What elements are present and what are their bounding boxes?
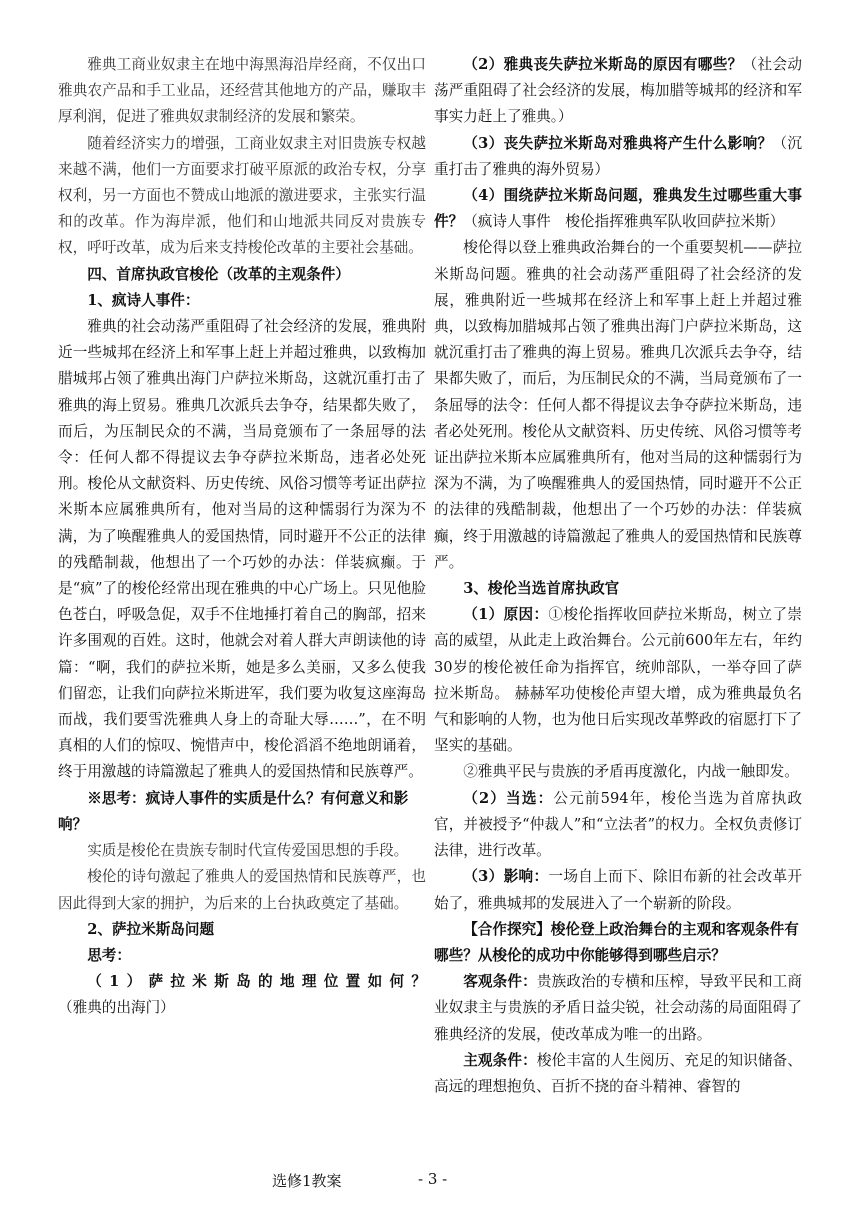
question-item (434, 52, 802, 131)
election-label: （2）当选： (463, 789, 554, 807)
subsection-heading: 3、梭伦当选首席执政官 (463, 580, 620, 598)
reason-label: （1）原因： (463, 606, 549, 624)
subsection-heading: 2、萨拉米斯岛问题 (87, 920, 215, 938)
question-text: （4）围绕萨拉米斯岛问题，雅典发生过哪些重大事件？ (434, 187, 802, 231)
answer-text: （疯诗人事件 梭伦指挥雅典军队收回萨拉米斯） (463, 213, 785, 231)
left-column (58, 52, 426, 1022)
reason-text: ①梭伦指挥收回萨拉米斯岛，树立了崇高的威望，从此走上政治舞台。公元前600年左右，年约30岁的梭伦被任命为指挥官，统帅部队，一举夺回了萨拉米斯岛。 赫赫军功使梭伦声望大增，成为雅典最负名气和影响的人物，也为他日后实现改革弊政的宿愿打下了坚实的基础。 (434, 606, 802, 755)
paragraph: 雅典的社会动荡严重阻碍了社会经济的发展，雅典附近一些城邦在经济上和军事上赶上并超过雅典，以致梅加腊城邦占领了雅典出海门户萨拉米斯岛，这就沉重打击了雅典的海上贸易。雅典几次派兵去争夺，结果都失败了，而后，为压制民众的不满，当局竟颁布了一条屈辱的法令：任何人都不得提议去争夺萨拉米斯岛，违者必处死刑。梭伦从文献资料、历史传统、风俗习惯等考证出萨拉米斯本应属雅典所有，他对当局的这种懦弱行为深为不满，为了唤醒雅典人的爱国热情，同时避开不公正的法律的残酷制裁，他想出了一个巧妙的办法：佯装疯癫。于是“疯”了的梭伦经常出现在雅典的中心广场上。只见他脸色苍白，呼吸急促，双手不住地捶打着自己的胸部，招来许多围观的百姓。这时，他就会对着人群大声朗读他的诗篇：“啊，我们的萨拉米斯，她是多么美丽，又多么使我们留恋，让我们向萨拉米斯进军，我们要为收复这座海岛而战，我们要雪洗雅典人身上的奇耻大辱……”，在不明真相的人们的惊叹、惋惜声中，梭伦滔滔不绝地朗诵着，终于用激越的诗篇激起了雅典人的爱国热情和民族尊严。 (58, 318, 426, 781)
impact-paragraph (434, 864, 802, 916)
think-question: ※思考：疯诗人事件的实质是什么？有何意义和影响？ (58, 789, 409, 833)
impact-label: （3）影响： (463, 868, 549, 886)
answer-text: （沉重打击了雅典的海外贸易） (434, 134, 802, 178)
course-label: 选修1教案 (272, 1172, 342, 1190)
think-label: 思考： (87, 946, 131, 964)
section-heading: 四、首席执政官梭伦（改革的主观条件） (87, 265, 350, 283)
impact-text: 一场自上而下、除旧布新的社会改革开始了，雅典城邦的发展进入了一个崭新的阶段。 (434, 868, 802, 912)
question-text: （3）丧失萨拉米斯岛对雅典将产生什么影响？ (463, 134, 773, 152)
cooperative-inquiry: 【合作探究】梭伦登上政治舞台的主观和客观条件有哪些？从梭伦的成功中你能够得到哪些启示？ (434, 920, 799, 964)
answer-text: （社会动荡严重阻碍了社会经济的发展，梅加腊等城邦的经济和军事实力赶上了雅典。） (434, 56, 802, 126)
paragraph: 梭伦得以登上雅典政治舞台的一个重要契机——萨拉米斯岛问题。雅典的社会动荡严重阻碍了社会经济的发展，雅典附近一些城邦在经济上和军事上赶上并超过雅典，以致梅加腊城邦占领了雅典出海门户萨拉米斯岛，这就沉重打击了雅典的海上贸易。雅典几次派兵去争夺，结果都失败了，而后，为压制民众的不满，当局竟颁布了一条屈辱的法令：任何人都不得提议去争夺萨拉米斯岛，违者必处死刑。梭伦从文献资料、历史传统、风俗习惯等考证出萨拉米斯本应属雅典所有，他对当局的这种懦弱行为深为不满，为了唤醒雅典人的爱国热情，同时避开不公正的法律的残酷制裁，他想出了一个巧妙的办法：佯装疯癫，终于用激越的诗篇激起了雅典人的爱国热情和民族尊严。 (434, 239, 802, 571)
subjective-label: 主观条件： (463, 1051, 537, 1069)
page-footer (0, 1170, 860, 1200)
right-column (434, 52, 802, 1100)
subjective-conditions (434, 1048, 802, 1100)
subsection-heading: 1、疯诗人事件： (87, 291, 200, 309)
paragraph: 实质是梭伦在贵族专制时代宣传爱国思想的手段。 (87, 842, 409, 860)
subjective-text: 梭伦丰富的人生阅历、充足的知识储备、高远的理想抱负、百折不挠的奋斗精神、睿智的 (434, 1051, 802, 1095)
election-paragraph (434, 786, 802, 865)
question-item (58, 969, 426, 1021)
page-number: - 3 - (418, 1170, 448, 1188)
objective-text: 贵族政治的专横和压榨，导致平民和工商业奴隶主与贵族的矛盾日益尖锐，社会动荡的局面阻碍了雅典经济的发展，使改革成为唯一的出路。 (434, 973, 802, 1043)
objective-conditions (434, 969, 802, 1048)
reason-paragraph (434, 602, 802, 759)
paragraph: 梭伦的诗句激起了雅典人的爱国热情和民族尊严，也因此得到大家的拥护，为后来的上台执政奠定了基础。 (58, 868, 426, 912)
election-text: 公元前594年，梭伦当选为首席执政官，并被授予“仲裁人”和“立法者”的权力。全权负责修订法律，进行改革。 (434, 789, 803, 860)
question-item (434, 183, 802, 235)
question-text: （2）雅典丧失萨拉米斯岛的原因有哪些？ (463, 56, 743, 73)
question-item (434, 131, 802, 183)
question-text: （1）萨拉米斯岛的地理位置如何？ (87, 973, 426, 991)
paragraph: ②雅典平民与贵族的矛盾再度激化，内战一触即发。 (463, 763, 799, 781)
objective-label: 客观条件： (463, 973, 537, 991)
paragraph: 雅典工商业奴隶主在地中海黑海沿岸经商，不仅出口雅典农产品和手工业品，还经营其他地方的产品，赚取丰厚利润，促进了雅典奴隶制经济的发展和繁荣。 (58, 56, 426, 126)
paragraph: 随着经济实力的增强，工商业奴隶主对旧贵族专权越来越不满，他们一方面要求打破平原派的政治专权，分享权利，另一方面也不赞成山地派的激进要求，主张实行温和的改革。作为海岸派，他们和山地派共同反对贵族专权，呼吁改革，成为后来支持梭伦改革的主要社会基础。 (58, 134, 426, 257)
answer-text: （雅典的出海门） (58, 999, 175, 1017)
